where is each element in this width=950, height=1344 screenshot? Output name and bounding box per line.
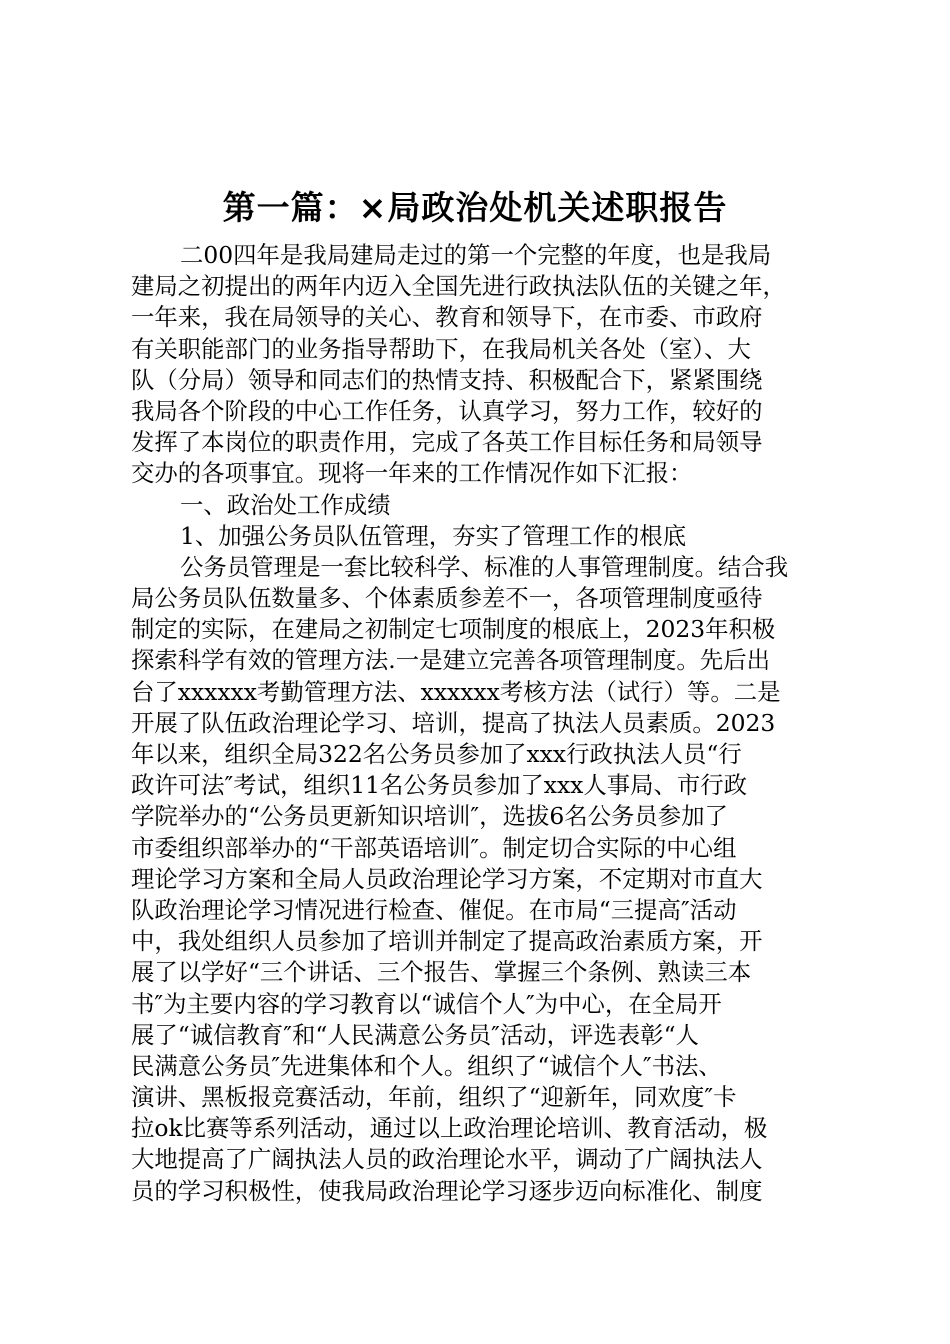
text-line: 书″为主要内容的学习教育以“诚信个人″为中心，在全局开 (131, 989, 722, 1018)
text-line: 公务员管理是一套比较科学、标准的人事管理制度。结合我 (180, 552, 789, 581)
document-body (131, 240, 831, 1207)
text-line: 年以来，组织全局322名公务员参加了xxx行政执法人员“行 (131, 740, 742, 768)
text-line: 发挥了本岗位的职责作用，完成了各英工作目标任务和局领导 (131, 428, 763, 457)
text-line: 制定的实际，在建局之初制定七项制度的根底上，2023年积极 (131, 615, 776, 644)
text-line: 市委组织部举办的“干部英语培训″。制定切合实际的中心组 (131, 833, 737, 862)
text-line: 我局各个阶段的中心工作任务，认真学习，努力工作，较好的 (131, 396, 763, 425)
text-line: 民满意公务员″先进集体和个人。组织了“诚信个人″书法、 (131, 1051, 722, 1080)
text-line: 开展了队伍政治理论学习、培训，提高了执法人员素质。2023 (131, 708, 776, 737)
text-line: 建局之初提出的两年内迈入全国先进行政执法队伍的关键之年， (131, 272, 786, 301)
text-line: 有关职能部门的业务指导帮助下，在我局机关各处（室）、大 (131, 334, 751, 363)
text-line: 展了“诚信教育″和“人民满意公务员″活动，评选表彰“人 (131, 1020, 699, 1049)
text-line: 展了以学好“三个讲话、三个报告、掌握三个条例、熟读三本 (131, 958, 752, 987)
text-line: 理论学习方案和全局人员政治理论学习方案，不定期对市直大 (131, 864, 763, 893)
text-line: 政许可法″考试，组织11名公务员参加了xxx人事局、市行政 (131, 771, 748, 800)
text-line: 中，我处组织人员参加了培训并制定了提高政治素质方案，开 (131, 927, 763, 956)
text-line: 局公务员队伍数量多、个体素质参差不一，各项管理制度亟待 (131, 584, 763, 613)
text-line: 演讲、黑板报竞赛活动，年前，组织了“迎新年，同欢度″卡 (131, 1083, 737, 1112)
text-line: 一、政治处工作成绩 (180, 490, 391, 519)
text-line: 员的学习积极性，使我局政治理论学习逐步迈向标准化、制度 (131, 1176, 763, 1205)
text-line: 一年来，我在局领导的关心、教育和领导下，在市委、市政府 (131, 303, 763, 332)
text-line: 队政治理论学习情况进行检查、催促。在市局“三提高″活动 (131, 895, 737, 924)
text-line: 大地提高了广阔执法人员的政治理论水平，调动了广阔执法人 (131, 1145, 763, 1174)
text-line: 学院举办的“公务员更新知识培训″，选拔6名公务员参加了 (131, 802, 728, 831)
text-line: 台了xxxxxx考勤管理方法、xxxxxx考核方法（试行）等。二是 (131, 677, 781, 706)
text-line: 二00四年是我局建局走过的第一个完整的年度，也是我局 (180, 241, 772, 269)
text-line: 探索科学有效的管理方法.一是建立完善各项管理制度。先后出 (131, 646, 770, 675)
document-title: 第一篇：×局政治处机关述职报告 (222, 188, 728, 227)
text-line: 队（分局）领导和同志们的热情支持、积极配合下，紧紧围绕 (131, 365, 763, 394)
text-line: 拉ok比赛等系列活动，通过以上政治理论培训、教育活动，极 (131, 1114, 768, 1143)
text-line: 交办的各项事宜。现将一年来的工作情况作如下汇报： (131, 459, 693, 488)
text-line: 1、加强公务员队伍管理，夯实了管理工作的根底 (180, 521, 687, 550)
